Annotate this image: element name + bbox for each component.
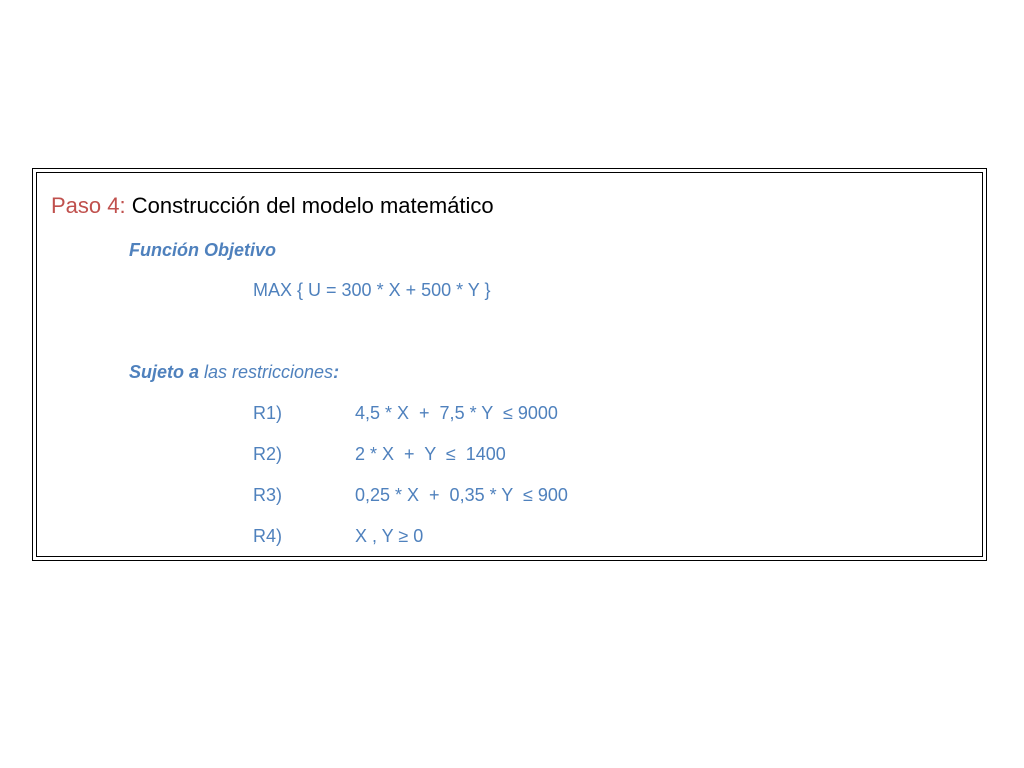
- constraints-label-bold: Sujeto a: [129, 362, 200, 382]
- constraints-label-colon: :: [333, 362, 340, 382]
- constraint-id-r3: R3): [253, 485, 283, 505]
- constraints-label: [129, 363, 339, 381]
- constraint-id-r4: R4): [253, 526, 283, 546]
- objective-function-label: Función Objetivo: [129, 240, 276, 260]
- section-title: Construcción del modelo matemático: [125, 193, 494, 218]
- constraint-expression-r3: 0,25 * X + 0,35 * Y ≤ 900: [355, 485, 568, 505]
- constraint-expression-r2: 2 * X + Y ≤ 1400: [355, 444, 506, 464]
- constraint-expression-r4: X , Y ≥ 0: [355, 526, 424, 546]
- objective-function-expression: MAX { U = 300 * X + 500 * Y }: [253, 280, 491, 300]
- constraints-label-rest: las restricciones: [199, 362, 334, 382]
- section-heading: [51, 195, 494, 217]
- model-box-inner-border: [36, 172, 983, 557]
- step-label: Paso 4:: [51, 193, 126, 218]
- constraint-id-r1: R1): [253, 403, 283, 423]
- model-box: [32, 168, 987, 561]
- constraint-expression-r1: 4,5 * X + 7,5 * Y ≤ 9000: [355, 403, 558, 423]
- constraint-id-r2: R2): [253, 444, 283, 464]
